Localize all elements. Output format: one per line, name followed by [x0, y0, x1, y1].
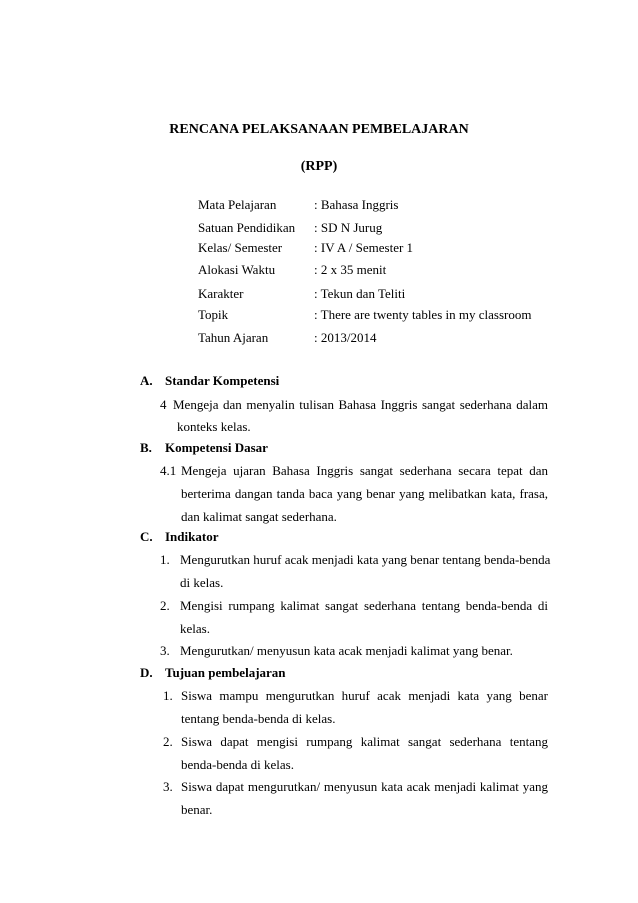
info-label: Mata Pelajaran [198, 197, 277, 212]
list-item: Mengurutkan/ menyusun kata acak menjadi kalimat yang benar. [180, 643, 513, 658]
info-label: Satuan Pendidikan [198, 220, 296, 235]
info-label: Kelas/ Semester [198, 240, 283, 255]
section-letter: D. [140, 665, 153, 680]
list-item: tentang benda-benda di kelas. [181, 711, 336, 726]
list-item: Mengisi rumpang kalimat sangat sederhana tentang benda-benda di [180, 598, 548, 613]
section-letter: A. [140, 373, 153, 388]
section-heading: Kompetensi Dasar [165, 440, 268, 455]
list-item: benar. [181, 802, 213, 817]
info-value: : IV A / Semester 1 [314, 240, 414, 255]
section-heading: Standar Kompetensi [165, 373, 280, 388]
item-number: 2. [163, 734, 173, 749]
info-value: : SD N Jurug [314, 220, 383, 235]
paragraph-line: konteks kelas. [177, 419, 251, 434]
info-value: : 2 x 35 menit [314, 262, 387, 277]
section-heading: Indikator [165, 529, 219, 544]
item-number: 2. [160, 598, 170, 613]
list-item: benda-benda di kelas. [181, 757, 294, 772]
list-item: Siswa dapat mengisi rumpang kalimat sangat sederhana tentang [181, 734, 548, 749]
document-subtitle: (RPP) [300, 159, 338, 174]
list-item: Siswa mampu mengurutkan huruf acak menjadi kata yang benar [181, 688, 548, 703]
list-item: Siswa dapat mengurutkan/ menyusun kata acak menjadi kalimat yang [181, 779, 548, 794]
item-number: 1. [163, 688, 173, 703]
info-value: : 2013/2014 [314, 330, 377, 345]
paragraph-line: berterima dangan tanda baca yang benar yang melibatkan kata, frasa, [181, 486, 548, 501]
document-title: RENCANA PELAKSANAAN PEMBELAJARAN [169, 122, 469, 137]
section-letter: C. [140, 529, 153, 544]
info-label: Karakter [198, 286, 244, 301]
list-item: di kelas. [180, 575, 224, 590]
item-number: 4 [160, 397, 167, 412]
info-value: : Bahasa Inggris [314, 197, 399, 212]
info-value: : There are twenty tables in my classroom [314, 307, 532, 322]
info-label: Alokasi Waktu [198, 262, 276, 277]
list-item: Mengurutkan huruf acak menjadi kata yang benar tentang benda-benda [180, 552, 551, 567]
paragraph-line: dan kalimat sangat sederhana. [181, 509, 337, 524]
paragraph-line: Mengeja dan menyalin tulisan Bahasa Inggris sangat sederhana dalam [173, 397, 548, 412]
item-number: 4.1 [160, 463, 177, 478]
info-value: : Tekun dan Teliti [314, 286, 406, 301]
item-number: 3. [160, 643, 170, 658]
section-heading: Tujuan pembelajaran [165, 665, 286, 680]
paragraph-line: Mengeja ujaran Bahasa Inggris sangat sederhana secara tepat dan [181, 463, 548, 478]
section-letter: B. [140, 440, 152, 455]
list-item: kelas. [180, 621, 210, 636]
item-number: 3. [163, 779, 173, 794]
item-number: 1. [160, 552, 170, 567]
info-label: Topik [198, 307, 229, 322]
info-label: Tahun Ajaran [198, 330, 269, 345]
